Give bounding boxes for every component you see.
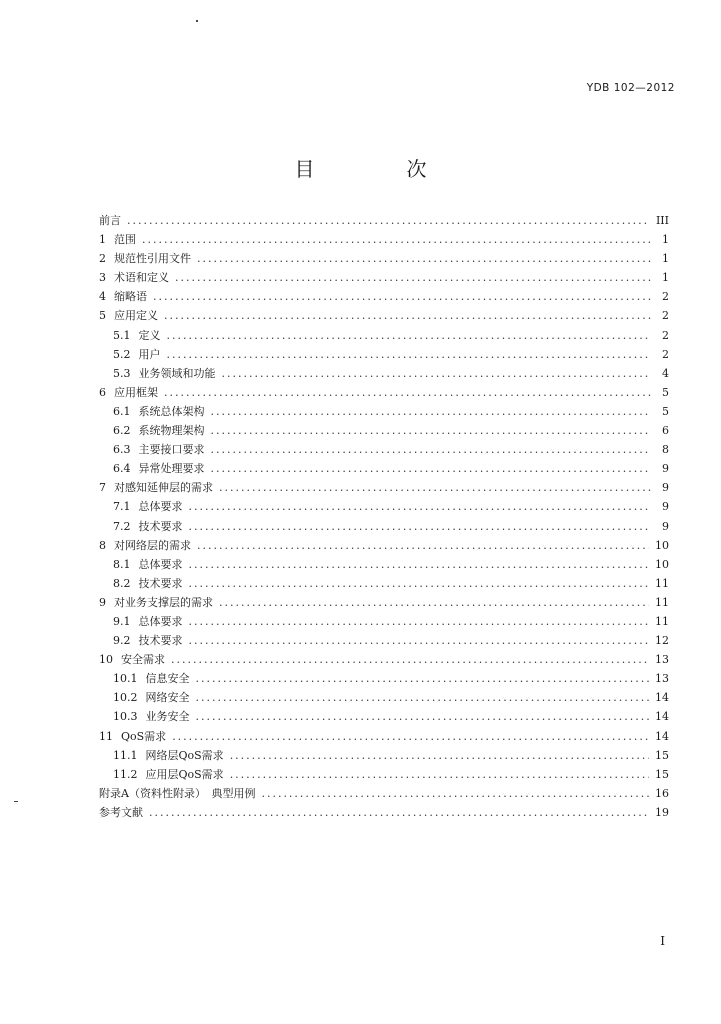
toc-entry-number: 6.4 [113,462,131,476]
dot-leader [189,517,652,536]
toc-entry-page: 10 [655,538,669,552]
dot-leader [189,612,650,631]
toc-entry-title: 信息安全 [145,672,190,686]
toc-entry[interactable] [99,211,669,230]
dot-leader [219,478,651,497]
toc-entry[interactable] [99,440,669,459]
toc-entry-page: 10 [655,557,669,571]
toc-entry-title: 网络层QoS需求 [145,748,224,762]
toc-entry-number: 8 [99,538,106,552]
dot-leader [175,268,651,287]
toc-entry[interactable] [99,517,669,536]
page-number: I [660,934,665,948]
toc-entry-title: 技术要求 [138,634,183,648]
dot-leader [171,650,649,669]
toc-entry-page: 9 [662,519,669,533]
dot-leader [196,669,650,688]
toc-entry-title: 主要接口要求 [138,443,205,457]
toc-entry-title: 网络安全 [145,691,190,705]
toc-entry-title: QoS需求 [121,729,167,743]
toc-entry-title: 技术要求 [138,519,183,533]
toc-entry-page: 2 [662,290,669,304]
dot-leader [196,688,650,707]
toc-entry-title: 总体要求 [138,614,183,628]
toc-entry-title: 前言 [99,214,121,227]
toc-entry[interactable] [99,478,669,497]
toc-entry-title: 技术要求 [138,576,183,590]
dot-leader [167,345,652,364]
toc-entry-title: 定义 [138,328,161,342]
toc-entry[interactable] [99,669,669,688]
toc-entry-page: 11 [655,595,669,609]
dot-leader [219,593,649,612]
toc-entry-number: 9.2 [113,634,131,648]
toc-entry-number: 6.1 [113,404,131,418]
toc-entry[interactable] [99,268,669,287]
toc-entry-title: 附录A（资料性附录） 典型用例 [99,786,256,800]
toc-entry[interactable] [99,306,669,325]
toc-entry-number: 7.2 [113,519,131,533]
toc-entry-number: 10 [99,653,113,667]
toc-entry[interactable] [99,249,669,268]
toc-entry[interactable] [99,784,669,803]
toc-entry-page: 9 [662,481,669,495]
toc-entry-page: 6 [662,424,669,438]
toc-entry[interactable] [99,612,669,631]
toc-entry[interactable] [99,326,669,345]
toc-entry-title: 业务安全 [145,710,190,724]
document-code: YDB 102—2012 [586,82,675,94]
toc-entry-number: 5.3 [113,366,131,380]
scan-speck [196,20,198,22]
toc-entry-title: 系统总体架构 [138,404,205,418]
toc-entry[interactable] [99,345,669,364]
toc-entry-page: 5 [662,385,669,399]
dot-leader [230,746,649,765]
toc-entry[interactable] [99,402,669,421]
toc-entry-page: 15 [655,748,669,762]
dot-leader [189,574,650,593]
toc-entry-title: 对网络层的需求 [114,538,191,552]
toc-entry-page: 8 [662,443,669,457]
toc-entry-page: 14 [655,691,669,705]
toc-entry-number: 8.1 [113,557,131,571]
toc-entry[interactable] [99,230,669,249]
toc-entry-title: 总体要求 [138,557,183,571]
toc-entry-page: 19 [655,805,669,819]
toc-entry-page: 4 [662,366,669,380]
toc-entry-title: 参考文献 [99,805,143,819]
toc-entry-number: 8.2 [113,576,131,590]
toc-entry-title: 总体要求 [138,500,183,514]
dot-leader [149,803,649,822]
toc-entry-page: 13 [655,653,669,667]
toc-entry[interactable] [99,421,669,440]
toc-entry-title: 用户 [138,347,161,361]
toc-entry[interactable] [99,555,669,574]
toc-entry-page: 16 [655,786,669,800]
toc-entry-page: 9 [662,462,669,476]
toc-entry-number: 11 [99,729,113,743]
toc-entry-number: 2 [99,252,106,266]
toc-entry-page: 12 [655,634,669,648]
toc-entry-page: 11 [655,614,669,628]
toc-entry-title: 系统物理架构 [138,424,205,438]
dot-leader [164,383,651,402]
toc-entry-page: 9 [662,500,669,514]
toc-entry-number: 1 [99,233,106,247]
toc-entry-number: 10.3 [113,710,138,724]
toc-entry-number: 11.2 [113,767,138,781]
toc-entry[interactable] [99,383,669,402]
dot-leader [211,402,652,421]
toc-entry-number: 9 [99,595,106,609]
toc-entry-page: 14 [655,710,669,724]
dot-leader [197,249,651,268]
toc-entry-title: 安全需求 [121,653,165,667]
dot-leader [153,287,651,306]
toc-entry[interactable] [99,727,669,746]
dot-leader [196,707,650,726]
toc-entry-page: 11 [655,576,669,590]
toc-entry-number: 6.2 [113,424,131,438]
dot-leader [211,421,652,440]
toc-entry-title: 应用层QoS需求 [145,767,224,781]
dot-leader [261,784,649,803]
toc-entry-page: 1 [662,233,669,247]
toc-entry-title: 范围 [114,233,136,247]
dot-leader [167,326,652,345]
dot-leader [211,440,652,459]
toc-entry[interactable] [99,497,669,516]
toc-entry[interactable] [99,746,669,765]
dot-leader [211,459,652,478]
scan-speck [14,801,18,802]
toc-entry-number: 3 [99,271,106,285]
toc-entry-title: 对业务支撑层的需求 [114,595,213,609]
toc-entry-number: 5.1 [113,328,131,342]
toc-entry-number: 7.1 [113,500,131,514]
toc-entry[interactable] [99,459,669,478]
toc-entry-number: 6.3 [113,443,131,457]
dot-leader [127,211,650,230]
toc-entry-page: 1 [662,271,669,285]
toc-entry-page: 2 [662,347,669,361]
dot-leader [189,497,652,516]
toc-entry-title: 对感知延伸层的需求 [114,481,213,495]
toc-entry[interactable] [99,364,669,383]
toc-entry[interactable] [99,650,669,669]
toc-entry-title: 术语和定义 [114,271,169,285]
page-title: 目 次 [294,157,463,181]
toc-entry-number: 5 [99,309,106,323]
toc-entry-number: 11.1 [113,748,138,762]
toc-entry[interactable] [99,287,669,306]
toc-entry-page: 2 [662,328,669,342]
dot-leader [189,555,650,574]
dot-leader [222,364,652,383]
toc-entry[interactable] [99,536,669,555]
dot-leader [164,306,651,325]
toc-entry[interactable] [99,803,669,822]
toc-entry-page: 5 [662,404,669,418]
toc-entry-number: 7 [99,481,106,495]
toc-entry[interactable] [99,765,669,784]
toc-entry-title: 业务领域和功能 [138,366,216,380]
toc-entry[interactable] [99,593,669,612]
toc-entry-page: 14 [655,729,669,743]
dot-leader [230,765,649,784]
toc-entry-page: 13 [655,672,669,686]
toc-entry-title: 应用框架 [114,385,158,399]
toc-entry-title: 缩略语 [114,290,147,304]
dot-leader [172,727,649,746]
dot-leader [197,536,649,555]
toc-entry-number: 9.1 [113,614,131,628]
dot-leader [142,230,651,249]
toc-entry-page: 2 [662,309,669,323]
toc-entry[interactable] [99,688,669,707]
toc-entry[interactable] [99,707,669,726]
toc-entry[interactable] [99,631,669,650]
dot-leader [189,631,650,650]
toc-entry[interactable] [99,574,669,593]
toc-entry-page: 15 [655,767,669,781]
toc-entry-number: 10.1 [113,672,138,686]
toc-entry-number: 4 [99,290,106,304]
toc-entry-number: 5.2 [113,347,131,361]
toc-entry-title: 异常处理要求 [138,462,205,476]
toc-entry-number: 10.2 [113,691,138,705]
toc-entry-number: 6 [99,385,106,399]
toc-entry-title: 规范性引用文件 [114,252,191,266]
toc-entry-title: 应用定义 [114,309,158,323]
toc-entry-page: 1 [662,252,669,266]
toc-entry-page: III [655,214,669,227]
table-of-contents [99,211,669,822]
